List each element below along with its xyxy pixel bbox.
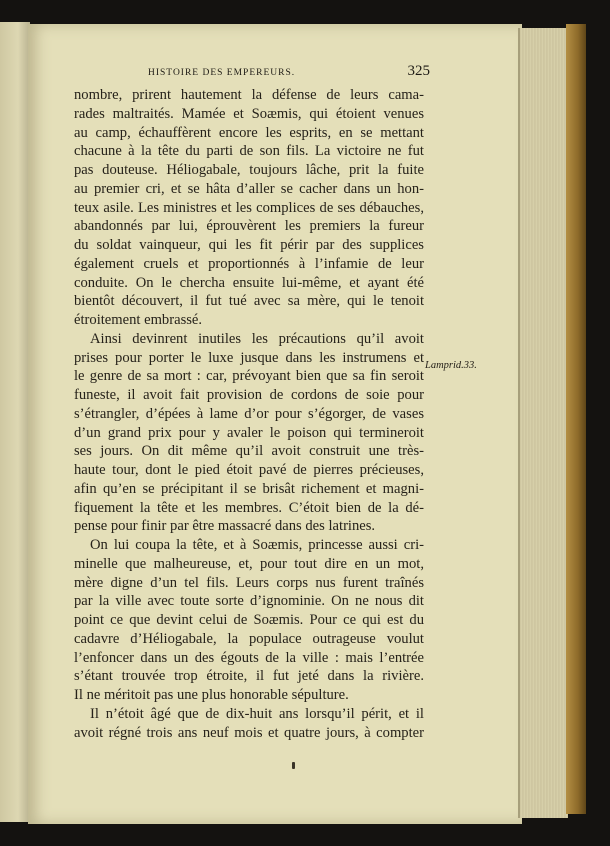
text-line: rades maltraités. Mamée et Soæmis, qui étoient venues [74, 105, 424, 122]
text-line: prises pour porter le luxe jusque dans les instrumens et [74, 349, 424, 366]
page-header [148, 64, 430, 86]
text-line: par la ville avec toute sorte d’ignominie. On ne nous dit [74, 593, 424, 610]
text-line: d’un grand prix pour y avaler le poison qui termineroit [74, 424, 424, 441]
book-cover-edge [566, 24, 586, 814]
text-line: fiquement la tête et les membres. C’étoit bien de la dé- [74, 499, 424, 516]
text-line: afin qu’en se précipitant il se brisât richement et magni- [74, 480, 424, 497]
text-line: mère digne d’un tel fils. Leurs corps nus furent traînés [74, 574, 424, 591]
text-line: Ainsi devinrent inutiles les précautions qu’il avoit [90, 330, 424, 347]
marginal-note: Lamprid.33. [425, 360, 477, 371]
text-line: du soldat vainqueur, qui les fit périr par des supplices [74, 237, 424, 253]
text-line: l’enfoncer dans un des égouts de la ville : mais l’entrée [74, 649, 424, 666]
text-line: minelle que malheureuse, et, pour tout dire en un mot, [74, 555, 424, 572]
text-line: funeste, il avoit fait provision de cordons de soie pour [74, 387, 424, 403]
text-line: conduite. On le chercha ensuite lui-même, et ayant été [74, 274, 424, 291]
running-title: HISTOIRE DES EMPEREURS. [148, 68, 296, 78]
page-number: 325 [407, 63, 430, 79]
page-block-edges [518, 28, 568, 818]
text-line: Il n’étoit âgé que de dix-huit ans lorsqu’il périt, et il [90, 705, 424, 722]
text-line: nombre, prirent hautement la défense de leurs cama- [74, 87, 424, 103]
facing-page-edge [0, 22, 30, 822]
text-line: ses jours. On dit même qu’il avoit construit une très- [74, 443, 424, 460]
printer-mark [292, 762, 295, 769]
text-line: chacune à la tête du parti de son fils. La victoire ne fut [74, 143, 424, 160]
body-text [74, 86, 424, 742]
text-line: Il ne méritoit pas une plus honorable sépulture. [74, 687, 349, 703]
text-line: au premier cri, et se hâta d’aller se cacher dans un hon- [74, 180, 424, 197]
text-line: s’étant trouvée trop étroite, il fut jeté dans la rivière. [74, 668, 424, 685]
text-line: bientôt découvert, il fut tué avec sa mère, qui le tenoit [74, 293, 424, 310]
text-line: teux asile. Les ministres et les complices de ses débauches, [74, 199, 424, 216]
text-line: cadavre d’Héliogabale, la populace outrageuse voulut [74, 630, 424, 647]
text-line: abandonnés par lui, éprouvèrent les premiers la fureur [74, 218, 424, 235]
text-line: s’étrangler, d’épées à lame d’or pour s’égorger, de vases [74, 405, 424, 422]
text-line: haute tour, dont le pied étoit pavé de pierres précieuses, [74, 462, 424, 478]
text-line: On lui coupa la tête, et à Soæmis, princesse aussi cri- [90, 537, 424, 553]
text-line: également cruels et proportionnés à l’infamie de leur [74, 255, 424, 272]
text-line: au camp, échauffèrent encore les esprits, en se mettant [74, 124, 424, 141]
text-line: le genre de sa mort : car, prévoyant bien que sa fin seroit [74, 368, 424, 385]
text-line: pense pour finir par être massacré dans des latrines. [74, 518, 376, 535]
text-line: point ce que devint celui de Soæmis. Pour ce qui est du [74, 612, 424, 628]
text-line: pas douteuse. Héliogabale, toujours lâche, prit la fuite [74, 162, 424, 178]
text-line: étroitement embrassé. [74, 312, 203, 328]
text-line: avoit régné trois ans neuf mois et quatre jours, à compter [74, 724, 424, 741]
